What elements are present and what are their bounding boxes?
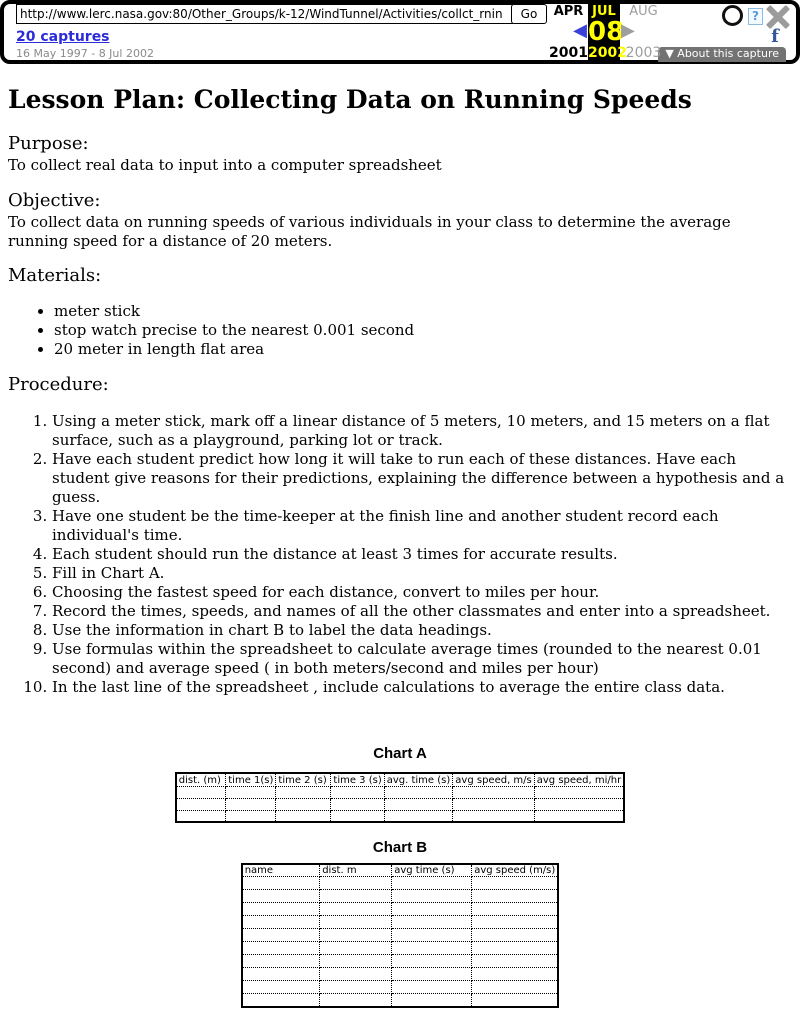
- table-cell: [472, 929, 559, 942]
- table-header-row: [176, 773, 624, 786]
- table-row: [242, 890, 559, 903]
- next-month-label[interactable]: AUG: [629, 4, 658, 19]
- table-cell: [320, 955, 392, 968]
- table-cell: [320, 903, 392, 916]
- table-cell: [472, 877, 559, 890]
- captures-link[interactable]: 20 captures: [16, 29, 110, 45]
- page-title: Lesson Plan: Collecting Data on Running Speeds: [8, 85, 692, 114]
- table-cell: [176, 798, 226, 810]
- list-item: • stop watch precise to the nearest 0.001 second: [54, 321, 792, 340]
- table-row: [242, 916, 559, 929]
- purpose-heading: Purpose:: [8, 132, 89, 154]
- table-cell: [242, 981, 320, 994]
- table-cell: [472, 903, 559, 916]
- list-item: 3. Have one student be the time-keeper at the finish line and another student record each individual's time.: [52, 507, 792, 545]
- column-header: time 2 (s): [276, 773, 331, 786]
- capture-date-range: 16 May 1997 - 8 Jul 2002: [16, 47, 154, 60]
- procedure-heading: Procedure:: [8, 374, 109, 396]
- table-cell: [392, 916, 472, 929]
- table-row: [242, 929, 559, 942]
- chart-b-title: Chart B: [372, 839, 428, 857]
- table-row: [176, 786, 624, 798]
- column-header: dist. m: [320, 864, 392, 877]
- table-cell: [392, 968, 472, 981]
- table-cell: [242, 955, 320, 968]
- list-item: 7. Record the times, speeds, and names of all the other classmates and enter into a spreadsheet.: [52, 602, 792, 621]
- column-header: time 3 (s): [331, 773, 384, 786]
- table-row: [176, 798, 624, 810]
- previous-month-label[interactable]: APR: [553, 4, 584, 19]
- table-cell: [331, 798, 384, 810]
- next-year-label[interactable]: 2003: [625, 45, 662, 61]
- table-cell: [472, 890, 559, 903]
- table-row: [242, 955, 559, 968]
- current-month-label: JUL: [592, 4, 616, 19]
- table-cell: [392, 955, 472, 968]
- table-cell: [242, 968, 320, 981]
- table-cell: [242, 916, 320, 929]
- table-cell: [472, 942, 559, 955]
- table-cell: [472, 968, 559, 981]
- table-cell: [453, 798, 534, 810]
- go-button[interactable]: Go: [511, 4, 547, 24]
- table-cell: [472, 994, 559, 1007]
- capture-day-label: 08: [588, 17, 625, 47]
- table-cell: [472, 916, 559, 929]
- table-cell: [534, 786, 624, 798]
- previous-year-label[interactable]: 2001: [549, 45, 588, 61]
- table-row: [242, 903, 559, 916]
- table-cell: [226, 786, 276, 798]
- column-header: avg time (s): [392, 864, 472, 877]
- table-cell: [320, 994, 392, 1007]
- url-input[interactable]: [16, 4, 513, 24]
- chart-a-table: [175, 772, 625, 823]
- column-header: name: [242, 864, 320, 877]
- table-cell: [392, 981, 472, 994]
- list-item: 5. Fill in Chart A.: [52, 564, 792, 583]
- table-cell: [392, 877, 472, 890]
- table-cell: [276, 798, 331, 810]
- column-header: avg speed (m/s): [472, 864, 559, 877]
- table-cell: [242, 994, 320, 1007]
- purpose-text: To collect real data to input into a computer spreadsheet: [8, 155, 442, 174]
- table-cell: [242, 903, 320, 916]
- list-item: 8. Use the information in chart B to label the data headings.: [52, 621, 792, 640]
- table-row: [242, 981, 559, 994]
- about-this-capture-button[interactable]: ▼ About this capture: [658, 47, 786, 62]
- table-row: [242, 942, 559, 955]
- chart-a-title: Chart A: [373, 745, 427, 763]
- table-cell: [320, 968, 392, 981]
- list-item: 6. Choosing the fastest speed for each distance, convert to miles per hour.: [52, 583, 792, 602]
- table-cell: [320, 916, 392, 929]
- list-item: 9. Use formulas within the spreadsheet to calculate average times (rounded to the nearest 0.01 second) and average speed ( in both meters/second and miles per hour): [52, 640, 792, 678]
- list-item: 1. Using a meter stick, mark off a linear distance of 5 meters, 10 meters, and 15 meters on a flat surface, such as a playground, parking lot or track.: [52, 412, 792, 450]
- objective-heading: Objective:: [8, 189, 101, 211]
- table-cell: [176, 810, 226, 822]
- table-cell: [242, 890, 320, 903]
- chart-b-table: [241, 863, 560, 1008]
- table-row: [242, 877, 559, 890]
- table-header-row: [242, 864, 559, 877]
- table-cell: [331, 786, 384, 798]
- procedure-list: [8, 412, 792, 697]
- table-cell: [226, 798, 276, 810]
- table-cell: [392, 942, 472, 955]
- table-cell: [242, 942, 320, 955]
- table-cell: [392, 929, 472, 942]
- materials-heading: Materials:: [8, 264, 102, 286]
- table-cell: [392, 890, 472, 903]
- table-cell: [392, 903, 472, 916]
- table-cell: [320, 929, 392, 942]
- materials-list: [8, 302, 792, 359]
- column-header: dist. (m): [176, 773, 226, 786]
- table-cell: [453, 786, 534, 798]
- wayback-toolbar: [0, 0, 800, 64]
- table-cell: [320, 877, 392, 890]
- next-capture-arrow-icon[interactable]: ▶: [621, 20, 635, 41]
- list-item: 4. Each student should run the distance at least 3 times for accurate results.: [52, 545, 792, 564]
- lesson-plan-document: [0, 86, 800, 1008]
- table-cell: [320, 890, 392, 903]
- table-cell: [242, 929, 320, 942]
- facebook-share-icon[interactable]: f: [771, 26, 779, 47]
- table-cell: [384, 810, 453, 822]
- table-cell: [453, 810, 534, 822]
- table-row: [242, 994, 559, 1007]
- list-item: 2. Have each student predict how long it will take to run each of these distances. Have each student give reasons for their predictions, explaining the difference between a hypothesis and a guess.: [52, 450, 792, 507]
- help-icon[interactable]: ?: [748, 8, 763, 25]
- history-circle-icon: [722, 5, 743, 26]
- table-cell: [392, 994, 472, 1007]
- table-cell: [472, 981, 559, 994]
- table-cell: [320, 942, 392, 955]
- column-header: time 1(s): [226, 773, 276, 786]
- column-header: avg speed, mi/hr: [534, 773, 624, 786]
- table-cell: [384, 786, 453, 798]
- list-item: • 20 meter in length flat area: [54, 340, 792, 359]
- table-row: [176, 810, 624, 822]
- objective-text: To collect data on running speeds of various individuals in your class to determine the average running speed for a distance of 20 meters.: [8, 212, 731, 250]
- table-cell: [276, 810, 331, 822]
- table-cell: [384, 798, 453, 810]
- previous-capture-arrow-icon[interactable]: ◀: [573, 20, 587, 41]
- current-year-label: 2002: [588, 45, 627, 61]
- table-cell: [472, 955, 559, 968]
- table-cell: [276, 786, 331, 798]
- table-row: [242, 968, 559, 981]
- table-cell: [320, 981, 392, 994]
- table-cell: [242, 877, 320, 890]
- column-header: avg. time (s): [384, 773, 453, 786]
- table-cell: [534, 798, 624, 810]
- table-cell: [226, 810, 276, 822]
- table-cell: [534, 810, 624, 822]
- list-item: 10. In the last line of the spreadsheet , include calculations to average the entire class data.: [52, 678, 792, 697]
- column-header: avg speed, m/s: [453, 773, 534, 786]
- table-cell: [176, 786, 226, 798]
- table-cell: [331, 810, 384, 822]
- list-item: • meter stick: [54, 302, 792, 321]
- capture-date-navigator: [549, 4, 667, 60]
